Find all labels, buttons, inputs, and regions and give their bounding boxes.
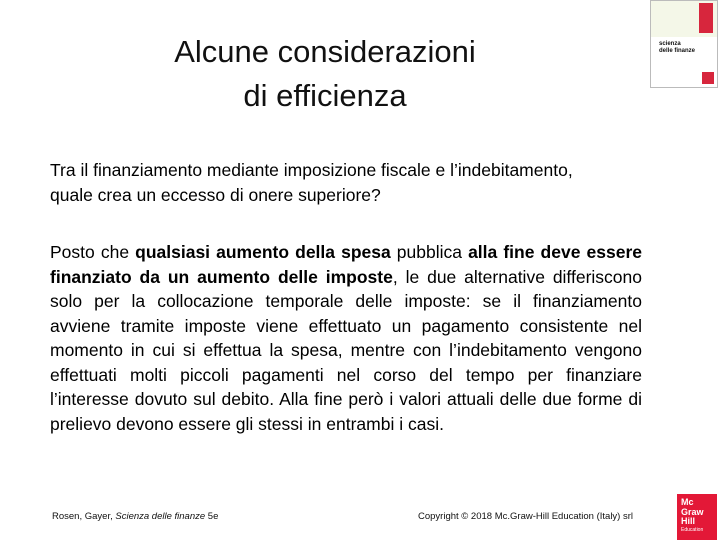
footer-copyright: Copyright © 2018 Mc.Graw-Hill Education (Italy) srl — [418, 511, 634, 522]
question-paragraph — [50, 158, 645, 208]
body-text-2: pubblica — [390, 242, 469, 262]
logo-line-3: Hill — [681, 516, 696, 526]
question-line-2: quale crea un eccesso di onere superiore? — [50, 185, 381, 205]
cover-publisher-logo — [702, 72, 714, 84]
body-bold-1: qualsiasi aumento della spesa — [135, 242, 391, 262]
cover-title-line-1: scienza — [659, 41, 681, 47]
logo-line-4: Education — [681, 526, 704, 533]
slide-title-line-1: Alcune considerazioni — [174, 34, 476, 69]
footer-edition: 5e — [205, 511, 219, 522]
body-text-3: , le due alternative differiscono solo per la collocazione temporale delle imposte: se il finanziamento avviene tramite imposte viene effettuato un pagamento consistente nel momento in cui si effettua la spesa, mentre con l’indebitamento vengono effettuati molti piccoli pagamenti nel corso del tempo per finanziare l’interesse dovuto sul debito. Alla fine però i valori attuali delle due forme di prelievo devono essere gli stessi in entrambi i casi. — [50, 266, 642, 434]
body-bold-2: alla fine deve essere finanziato da un aumento delle imposte — [50, 242, 642, 287]
footer-book-title: Scienza delle finanze — [115, 511, 206, 522]
body-paragraph — [50, 240, 642, 436]
cover-stripe — [699, 3, 713, 33]
slide-title-line-2: di efficienza — [243, 78, 407, 113]
logo-line-1: Mc — [681, 497, 694, 507]
footer-citation — [52, 511, 218, 522]
body-text-1: Posto che — [50, 242, 136, 262]
mcgraw-hill-logo — [677, 494, 717, 540]
book-cover-thumbnail — [650, 0, 718, 88]
cover-title-line-2: delle finanze — [659, 48, 696, 54]
logo-line-2: Graw — [681, 506, 704, 517]
question-line-1: Tra il finanziamento mediante imposizione fiscale e l’indebitamento, — [50, 160, 573, 180]
cover-title — [659, 41, 695, 55]
slide-title — [90, 30, 560, 118]
footer-authors: Rosen, Gayer, — [52, 511, 116, 522]
